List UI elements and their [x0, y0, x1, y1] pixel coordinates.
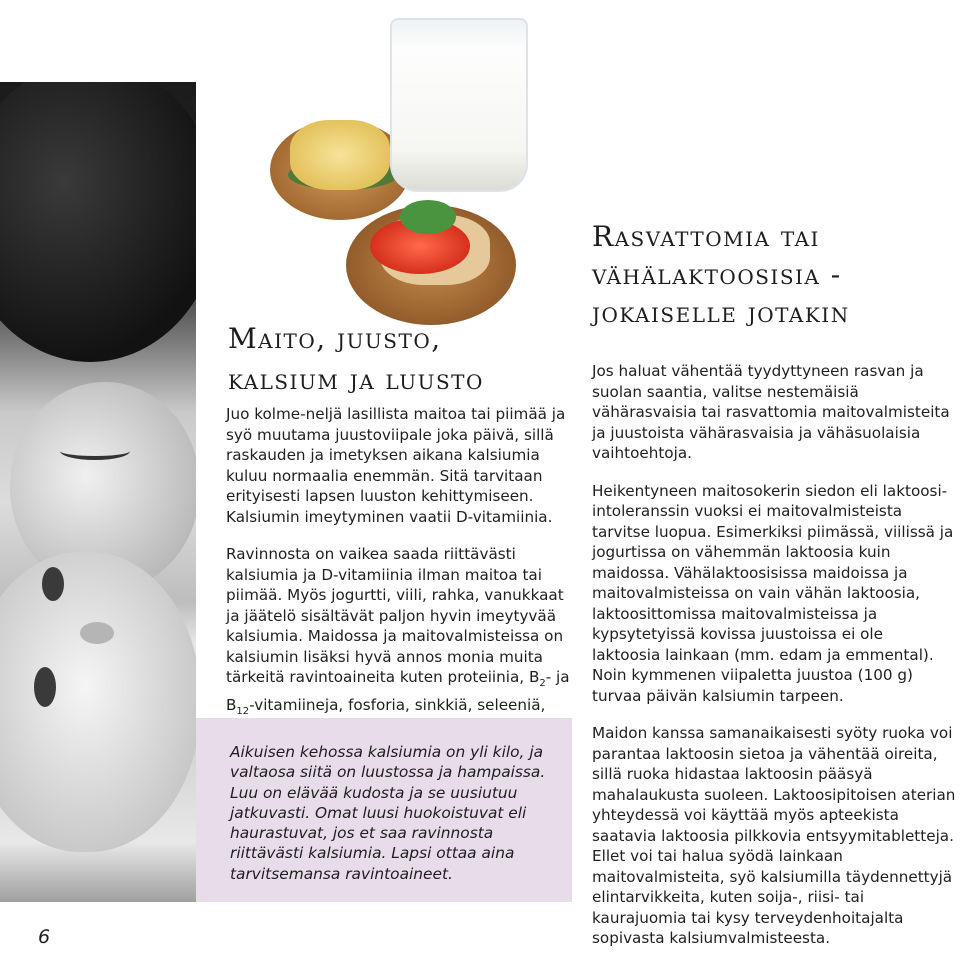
photo-baby-eye-lower — [34, 667, 56, 707]
page-number: 6 — [38, 926, 51, 948]
milk-and-crackers-photo — [260, 10, 550, 330]
left-paragraph-2-c: -vitamiineja, fosforia, sinkkiä, seleeniä, — [249, 695, 546, 714]
left-paragraph-1: Juo kolme-neljä lasillista maitoa tai piimää ja syö muutama juustoviipale joka päivä, sillä raskauden ja imetyksen aikana kalsiumia kuluu normaalia enemmän. Sitä tarvitaan erityisesti lapsen luuston kehittymiseen. Kalsiumin imeytyminen vaatii D-vitamiinia. — [226, 405, 566, 526]
cheese-slices — [290, 120, 390, 190]
right-heading-line1: Rasvattomia tai — [592, 220, 820, 253]
callout-text: Aikuisen kehossa kalsiumia on yli kilo, ja valtaosa siitä on luustossa ja hampaissa. Luu on elävää kudosta ja se uusiutuu jatkuvasti. Omat luusi huokoistuvat eli haurastuvat, jos et saa ravinnosta riittävästi kalsiumia. Lapsi ottaa aina tarvitsemansa ravintoaineet. — [230, 743, 546, 883]
right-column — [592, 361, 956, 966]
photo-hair — [0, 82, 196, 362]
right-paragraph-3: Maidon kanssa samanaikaisesti syöty ruoka voi parantaa laktoosin sietoa ja vähentää oireita, sillä ruoka hidastaa laktoosin pääsyä mahalaukusta suoleen. Laktoosipitoisen aterian yhteydessä voi käyttää myös apteekista saatavia laktoosia pilkkovia entsyymitabletteja. Ellet voi tai halua syödä lainkaan maitovalmisteita, syö kalsiumilla täydennettyjä elintarvikkeita, kuten soija-, riisi- tai kaurajuomia tai kysy terveydenhoitajalta sopivasta kalsiumvalmisteesta. — [592, 724, 956, 947]
right-heading — [592, 218, 952, 332]
mint-leaf — [400, 200, 456, 234]
left-paragraph-2 — [226, 544, 574, 743]
vitamin-b12-subscript: 12 — [236, 705, 250, 717]
right-heading-line3: jokaiselle jotakin — [592, 296, 850, 329]
right-paragraph-2: Heikentyneen maitosokerin siedon eli laktoosi-intoleranssin vuoksi ei maitovalmisteista tarvitse luopua. Esimerkiksi piimässä, viilissä ja jogurtissa on vähemmän laktoosia kuin maidossa. Vähälaktoosisissa maidoissa ja maitovalmisteissa on vain vähän laktoosia, laktoosittomissa maitovalmisteissa ja kypsytetyissä kovissa juustoissa ei ole laktoosia lainkaan (mm. edam ja emmental). Noin kymmenen viipaletta juustoa (100 g) turvaa päivän kalsiumin tarpeen. — [592, 481, 954, 705]
milk-glass — [390, 18, 528, 192]
photo-baby-eye — [42, 567, 64, 601]
right-heading-line2: vähälaktoosisia - — [592, 258, 842, 291]
left-paragraph-2-b: - ja B — [226, 668, 570, 714]
left-heading-line2: kalsium ja luusto — [228, 363, 484, 396]
left-paragraph-2-a: Ravinnosta on vaikea saada riittävästi kalsiumia ja D-vitamiinia ilman maitoa tai piimää. Myös jogurtti, viili, rahka, vanukkaat ja jäätelö sisältävät paljon hyvin imeytyvää kalsiumia. Maidossa ja maitovalmisteissa on kalsiumin lisäksi hyvä annos monia muita tärkeitä ravintoaineita kuten proteiinia, B — [226, 545, 564, 686]
left-column — [226, 404, 574, 760]
photo-mother-eye — [60, 442, 130, 460]
vitamin-b2-subscript: 2 — [539, 678, 546, 690]
left-heading-line1: Maito, juusto, — [228, 322, 442, 355]
left-heading — [228, 318, 568, 400]
mother-baby-photo — [0, 82, 196, 902]
photo-baby-nose — [80, 622, 114, 644]
right-paragraph-1: Jos haluat vähentää tyydyttyneen rasvan ja suolan saantia, valitse nestemäisiä vähärasvaisia tai rasvattomia maitovalmisteita ja juustoista vähärasvaisia ja vähäsuolaisia vaihtoehtoja. — [592, 362, 950, 462]
photo-baby-face — [0, 552, 196, 852]
